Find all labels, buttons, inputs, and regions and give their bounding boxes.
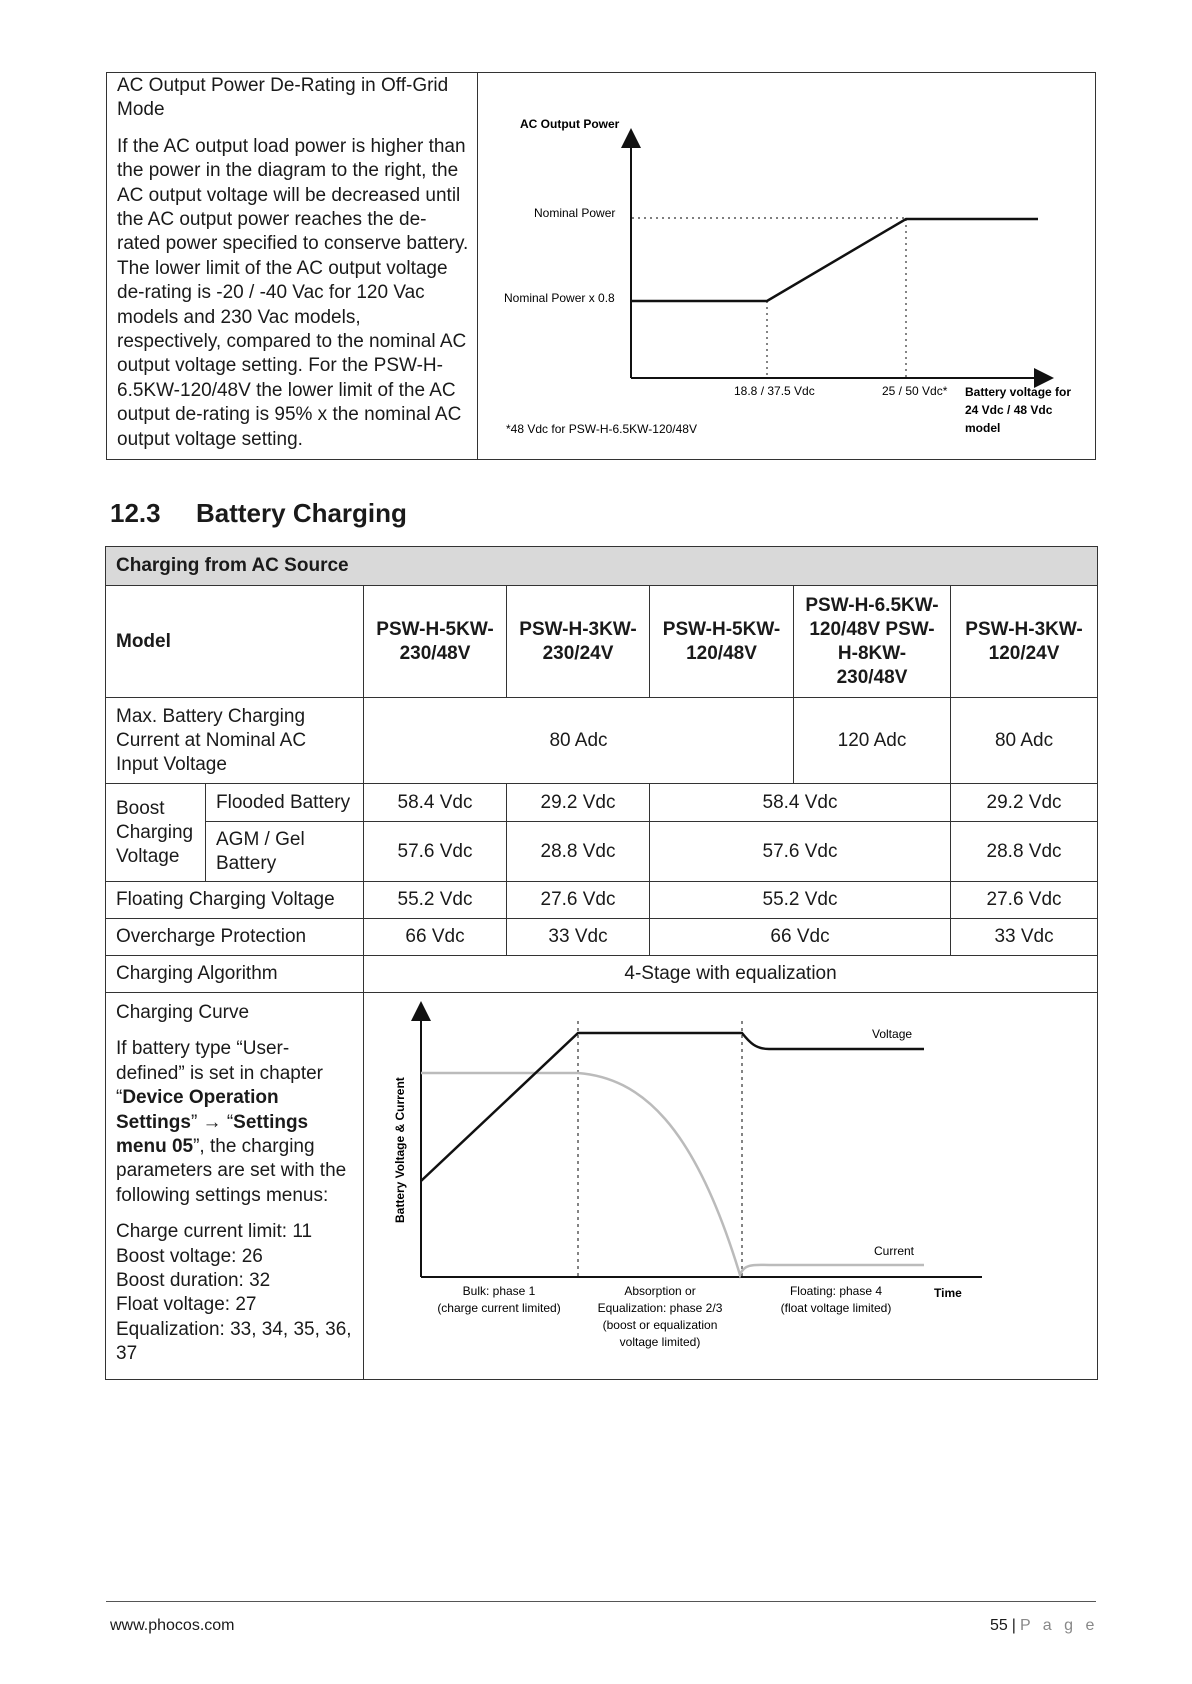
phase4-line2: (float voltage limited) [780,1301,892,1315]
max-current-value-3: 80 Adc [951,698,1098,784]
agm-value-1: 57.6 Vdc [364,822,507,882]
footer-rule [106,1601,1096,1602]
phase1-line2: (charge current limited) [437,1301,561,1315]
curve-text-cell [106,993,364,1380]
flooded-value-2: 29.2 Vdc [507,784,650,822]
phase23-line4: voltage limited) [619,1335,701,1349]
algorithm-value: 4-Stage with equalization [364,956,1098,993]
curve-description [116,1037,353,1208]
nominal-power-label: Nominal Power [534,206,616,220]
algorithm-label: Charging Algorithm [106,956,364,993]
derating-curve [632,219,1038,301]
curve-chart-cell [364,993,1098,1380]
tick2-label: 25 / 50 Vdc* [882,384,948,398]
floating-value-2: 27.6 Vdc [507,882,650,919]
floating-label: Floating Charging Voltage [106,882,364,919]
model-5: PSW-H-3KW-120/24V [951,586,1098,698]
tick1-label: 18.8 / 37.5 Vdc [734,384,815,398]
agm-label: AGM / Gel Battery [206,822,364,882]
model-label: Model [106,586,364,698]
agm-value-4: 28.8 Vdc [951,822,1098,882]
footer-url[interactable]: www.phocos.com [110,1617,235,1634]
max-current-value-1: 80 Adc [364,698,794,784]
derating-body: If the AC output load power is higher than the power in the diagram to the right, the AC output voltage will be decreased until the AC output power reaches the de-rated power specified to conserve battery. The lower limit of the AC output voltage de-rating is -20 / -40 Vac for 120 Vac models and 230 Vac models, respectively, compared to the nominal AC output voltage setting. For the PSW-H-6.5KW-120/48V the lower limit of the AC output de-rating is 95% x the nominal AC output voltage setting. [117,135,469,450]
phase4-line1: Floating: phase 4 [789,1284,883,1298]
agm-value-2: 28.8 Vdc [507,822,650,882]
flooded-value-4: 29.2 Vdc [951,784,1098,822]
derating-chart [478,73,1094,459]
flooded-value-1: 58.4 Vdc [364,784,507,822]
derating-footnote: *48 Vdc for PSW-H-6.5KW-120/48V [506,422,697,436]
flooded-label: Flooded Battery [206,784,364,822]
x-axis-label-line1: Battery voltage for [965,385,1072,399]
phase23-line3: (boost or equalization [602,1318,718,1332]
footer-page: 55 | P a g e [990,1617,1099,1634]
overcharge-value-3: 66 Vdc [650,919,951,956]
phase1-line1: Bulk: phase 1 [462,1284,536,1298]
table-header: Charging from AC Source [106,547,1098,586]
phase23-line2: Equalization: phase 2/3 [597,1301,723,1315]
voltage-label: Voltage [872,1027,913,1041]
curve-y-axis-label: Battery Voltage & Current [393,1077,407,1223]
setting-2: Boost voltage: 26 [116,1245,263,1267]
floating-value-4: 27.6 Vdc [951,882,1098,919]
time-label: Time [934,1286,962,1300]
overcharge-value-2: 33 Vdc [507,919,650,956]
page-word: P a g e [1019,1617,1099,1634]
curve-settings [116,1220,353,1366]
model-1: PSW-H-5KW-230/48V [364,586,507,698]
boost-label: Boost Charging Voltage [106,784,206,882]
x-axis-label-line2: 24 Vdc / 48 Vdc [965,403,1053,417]
max-current-label: Max. Battery Charging Current at Nominal AC Input Voltage [106,698,364,784]
curve-label: Charging Curve [116,1002,250,1023]
max-current-value-2: 120 Adc [794,698,951,784]
overcharge-label: Overcharge Protection [106,919,364,956]
curve-desc-part2: ”, the charging parameters are set with the following settings menus: [116,1136,347,1206]
agm-value-3: 57.6 Vdc [650,822,951,882]
voltage-curve [421,1033,924,1181]
setting-4: Float voltage: 27 [116,1294,257,1316]
section-title: Battery Charging [196,498,407,528]
model-3: PSW-H-5KW-120/48V [650,586,794,698]
model-2: PSW-H-3KW-230/24V [507,586,650,698]
nominal-power-x08-label: Nominal Power x 0.8 [504,291,615,305]
model-4: PSW-H-6.5KW-120/48V PSW-H-8KW-230/48V [794,586,951,698]
flooded-value-3: 58.4 Vdc [650,784,951,822]
setting-1: Charge current limit: 11 [116,1221,313,1243]
setting-5: Equalization: 33, 34, 35, 36, 37 [116,1318,352,1365]
overcharge-value-1: 66 Vdc [364,919,507,956]
charging-table [105,546,1098,1380]
floating-value-3: 55.2 Vdc [650,882,951,919]
setting-3: Boost duration: 32 [116,1270,271,1292]
derating-text [117,74,469,464]
charging-curve-chart [364,993,1098,1377]
curve-desc-bold1: Device Operation Settings [116,1087,279,1133]
x-axis-label-line3: model [965,421,1001,435]
current-curve [421,1073,924,1275]
phase23-line1: Absorption or [624,1284,696,1298]
overcharge-value-4: 33 Vdc [951,919,1098,956]
section-heading [110,498,407,529]
derating-title: AC Output Power De-Rating in Off-Grid Mode [117,75,449,121]
curve-desc-part1: If battery type “User-defined” is set in chapter “ [116,1038,324,1109]
curve-desc-arrow: ” → “ [190,1111,234,1133]
curve-desc-bold2: Settings menu 05 [116,1111,309,1158]
floating-value-1: 55.2 Vdc [364,882,507,919]
page-number: 55 [990,1617,1008,1634]
current-label: Current [874,1244,915,1258]
section-number: 12.3 [110,498,161,528]
derating-y-axis-label: AC Output Power [520,117,620,131]
